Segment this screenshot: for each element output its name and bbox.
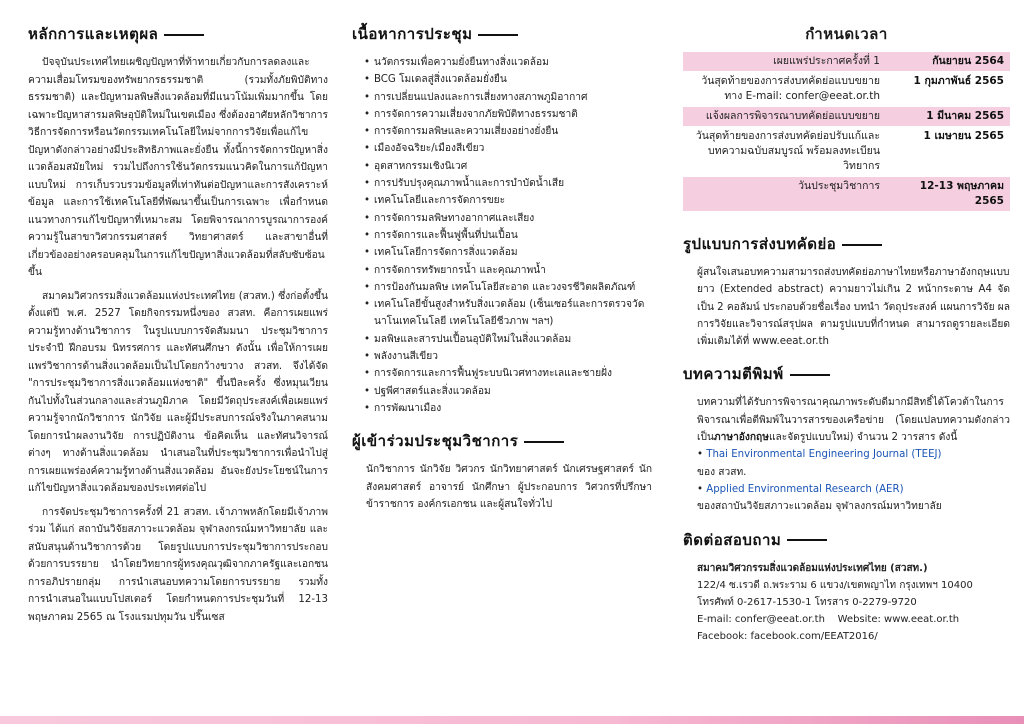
list-item: • มลพิษและสารปนเปื้อนอุบัติใหม่ในสิ่งแวดล้อม bbox=[366, 331, 652, 348]
journal-item-2: • Applied Environmental Research (AER) bbox=[697, 483, 904, 495]
contact-block bbox=[683, 560, 1010, 645]
rationale-paragraph-3: การจัดประชุมวิชาการครั้งที่ 21 สวสท. เจ้าภาพหลักโดยมีเจ้าภาพร่วม ได้แก่ สถาบันวิจัยสภาวะแวดล้อม จุฬาลงกรณ์มหาวิทยาลัย และสนับสนุนด้านวิชาการด้วย โดยรูปแบบการประชุมวิชาการประกอบด้วยการบรรยาย นำโดยวิทยากรผู้ทรงคุณวุฒิจากภาครัฐและเอกชน การอภิปรายกลุ่ม การนำเสนอบทความโดยการบรรยาย รวมทั้งการนำเสนอในแบบโปสเตอร์ โดยกำหนดการประชุมวันที่ 12-13 พฤษภาคม 2565 ณ โรงแรมปทุมวัน ปริ๊นเซส bbox=[28, 506, 328, 623]
list-item: • พลังงานสีเขียว bbox=[366, 348, 652, 365]
list-item: • BCG โมเดลสู่สิ่งแวดล้อมยั่งยืน bbox=[366, 71, 652, 88]
journal-name-teej: Thai Environmental Engineering Journal (TEEJ) bbox=[706, 449, 942, 461]
timeline-label: วันสุดท้ายของการส่งบทคัดย่อปรับแก้และบทความฉบับสมบูรณ์ พร้อมลงทะเบียนวิทยากร bbox=[695, 130, 880, 172]
list-item: • ปฐพีศาสตร์และสิ่งแวดล้อม bbox=[366, 383, 652, 400]
timeline-label: เผยแพร่ประกาศครั้งที่ 1 bbox=[773, 55, 880, 67]
list-item: • การจัดการทรัพยากรน้ำ และคุณภาพน้ำ bbox=[366, 262, 652, 279]
timeline-date: 1 มีนาคม 2565 bbox=[926, 110, 1004, 122]
column-topics bbox=[352, 22, 652, 513]
list-item: • การป้องกันมลพิษ เทคโนโลยีสะอาด และวงจรชีวิตผลิตภัณฑ์ bbox=[366, 279, 652, 296]
participants-heading: ผู้เข้าร่วมประชุมวิชาการ bbox=[352, 429, 652, 453]
list-item: • เทคโนโลยีการจัดการสิ่งแวดล้อม bbox=[366, 244, 652, 261]
list-item: • การจัดการและฟื้นฟูพื้นที่ปนเปื้อน bbox=[366, 227, 652, 244]
list-item: • การจัดการความเสี่ยงจากภัยพิบัติทางธรรมชาติ bbox=[366, 106, 652, 123]
publish-heading: บทความตีพิมพ์ bbox=[683, 362, 1010, 386]
timeline-label: แจ้งผลการพิจารณาบทคัดย่อแบบขยาย bbox=[705, 110, 880, 122]
timeline-label: วันประชุมวิชาการ bbox=[798, 180, 880, 192]
column-rationale bbox=[28, 22, 328, 632]
list-item: • การพัฒนาเมือง bbox=[366, 400, 652, 417]
timeline-heading: กำหนดเวลา bbox=[805, 25, 888, 43]
table-row bbox=[683, 107, 1010, 127]
timeline-date: กันยายน 2564 bbox=[932, 55, 1004, 67]
list-item: • การจัดการมลพิษทางอากาศและเสียง bbox=[366, 210, 652, 227]
table-row bbox=[683, 52, 1010, 72]
timeline-date: 1 กุมภาพันธ์ 2565 bbox=[913, 75, 1004, 87]
contact-address: 122/4 ซ.เรวดี ถ.พระราม 6 แขวง/เขตพญาไท กรุงเทพฯ 10400 bbox=[697, 579, 973, 591]
format-heading: รูปแบบการส่งบทคัดย่อ bbox=[683, 232, 1010, 256]
rationale-paragraph-1: ปัจจุบันประเทศไทยเผชิญปัญหาที่ท้าทายเกี่ยวกับการลดลงและความเสื่อมโทรมของทรัพยากรธรรมชาติ (รวมทั้งภัยพิบัติทางธรรมชาติ) และปัญหามลพิษสิ่งแวดล้อมที่มีแนวโน้มเพิ่มมากขึ้น โดยเฉพาะปัญหาสารมลพิษอุบัติใหม่ในเขตเมือง ซึ่งต้องอาศัยหลักวิชาการ วิธีการจัดการหรือนวัตกรรมเทคโนโลยีใหม่จากการวิจัยเพื่อแก้ไขปัญหาดังกล่าวอย่างมีประสิทธิภาพและยั่งยืน ทั้งนี้การจัดการปัญหาสิ่งแวดล้อมสมัยใหม่ รวมไปถึงการใช้นวัตกรรมแนวคิดในการแก้ปัญหาแบบใหม่ การเก็บรวบรวมข้อมูลที่เท่าทันต่อปัญหาและการสังเคราะห์ข้อมูล และการใช้เทคโนโลยีที่พัฒนาขึ้นเป็นการเฉพาะ เพื่อกำหนดแนวทางการแก้ไขปัญหาที่เหมาะสม โดยพิจารณาการบูรณาการองค์ความรู้ในสาขาวิศวกรรมศาสตร์ วิทยาศาสตร์ และสาขาอื่นที่เกี่ยวข้องอย่างครอบคลุมในการแก้ไขปัญหาสิ่งแวดล้อมที่สลับซับซ้อนขึ้น bbox=[28, 57, 328, 278]
timeline-table bbox=[683, 52, 1010, 212]
contact-heading: ติดต่อสอบถาม bbox=[683, 528, 1010, 552]
list-item: • เทคโนโลยีขั้นสูงสำหรับสิ่งแวดล้อม (เซ็นเซอร์และการตรวจวัด นาโนเทคโนโลยี เทคโนโลยีชีวภาพ ฯลฯ) bbox=[366, 296, 652, 331]
table-row bbox=[683, 127, 1010, 177]
journal-name-aer: Applied Environmental Research (AER) bbox=[706, 483, 904, 495]
list-item: • อุตสาหกรรมเชิงนิเวศ bbox=[366, 158, 652, 175]
journal-owner-1: ของ สวสท. bbox=[697, 466, 747, 478]
topics-heading: เนื้อหาการประชุม bbox=[352, 22, 652, 46]
format-text: ผู้สนใจเสนอบทความสามารถส่งบทคัดย่อภาษาไทยหรือภาษาอังกฤษแบบยาว (Extended abstract) ความยาวไม่เกิน 2 หน้ากระดาษ A4 จัดเป็น 2 คอลัมน์ ประกอบด้วยชื่อเรื่อง บทนำ วัตถุประสงค์ แผนการวิจัย ผลการวิจัยและวิจารณ์สรุปผล ตามรูปแบบที่กำหนด สามารถดูรายละเอียดเพิ่มเติมได้ที่ www.eeat.or.th bbox=[697, 267, 1010, 348]
list-item: • เมืองอัจฉริยะ/เมืองสีเขียว bbox=[366, 140, 652, 157]
journal-item-1: • Thai Environmental Engineering Journal (TEEJ) bbox=[697, 449, 942, 461]
list-item: • การเปลี่ยนแปลงและการเสี่ยงทางสภาพภูมิอากาศ bbox=[366, 89, 652, 106]
column-schedule bbox=[683, 22, 1010, 645]
list-item: • การปรับปรุงคุณภาพน้ำและการบำบัดน้ำเสีย bbox=[366, 175, 652, 192]
timeline-date: 1 เมษายน 2565 bbox=[923, 130, 1004, 142]
rationale-heading: หลักการและเหตุผล bbox=[28, 22, 328, 46]
list-item: • การจัดการและการฟื้นฟูระบบนิเวศทางทะเลและชายฝั่ง bbox=[366, 365, 652, 382]
table-row bbox=[683, 72, 1010, 107]
contact-phone: โทรศัพท์ 0-2617-1530-1 โทรสาร 0-2279-9720 bbox=[697, 596, 917, 608]
decorative-bottom-band bbox=[0, 716, 1024, 724]
topics-list bbox=[352, 54, 652, 417]
rationale-paragraph-2: สมาคมวิศวกรรมสิ่งแวดล้อมแห่งประเทศไทย (สวสท.) ซึ่งก่อตั้งขึ้นตั้งแต่ปี พ.ศ. 2527 โดยกิจกรรมหนึ่งของ สวสท. คือการเผยแพร่ความรู้ทางด้านวิชาการ ในรูปแบบการจัดสัมมนา ประชุมวิชาการประจำปี ฝึกอบรม นิทรรศการ และทัศนศึกษา ดังนั้น เพื่อให้การเผยแพร่วิชาการด้านสิ่งแวดล้อมเป็นไปโดยกว้างขวาง สวสท. จึงได้จัด "การประชุมวิชาการสิ่งแวดล้อมแห่งชาติ" ขึ้นปีละครั้ง ซึ่งหมุนเวียนกันไปทั้งในส่วนกลางและส่วนภูมิภาค โดยมีวัตถุประสงค์เพื่อเผยแพร่ความรู้จากนักวิชาการ นักวิจัย และผู้มีประสบการณ์จริงในภาคสนาม โดยการนำผลงานวิจัย การปฏิบัติงาน ข้อคิดเห็น และทัศนวิจารณ์ต่างๆ ทางด้านสิ่งแวดล้อม นำเสนอในที่ประชุมวิชาการเพื่อนำไปสู่การเผยแพร่องค์ความรู้ทางด้านสิ่งแวดล้อม อันจะยังประโยชน์ในการแก้ไขปัญหาสิ่งแวดล้อมของประเทศต่อไป bbox=[28, 290, 328, 494]
publish-text: บทความที่ได้รับการพิจารณาคุณภาพระดับดีมากมีสิทธิ์ได้โควต้าในการพิจารณาเพื่อตีพิมพ์ในวารสารของเครือข่าย (โดยแปลบทความดังกล่าวเป็นภาษาอังกฤษและจัดรูปแบบใหม่) จำนวน 2 วารสาร ดังนี้ bbox=[697, 397, 1010, 444]
list-item: • การจัดการมลพิษและความเสี่ยงอย่างยั่งยืน bbox=[366, 123, 652, 140]
table-row bbox=[683, 177, 1010, 212]
timeline-label: วันสุดท้ายของการส่งบทคัดย่อแบบขยายทาง E-mail: confer@eeat.or.th bbox=[701, 75, 880, 102]
contact-facebook: Facebook: facebook.com/EEAT2016/ bbox=[697, 630, 878, 642]
journal-owner-2: ของสถาบันวิจัยสภาวะแวดล้อม จุฬาลงกรณ์มหาวิทยาลัย bbox=[697, 501, 942, 513]
list-item: • นวัตกรรมเพื่อความยั่งยืนทางสิ่งแวดล้อม bbox=[366, 54, 652, 71]
list-item: • เทคโนโลยีและการจัดการขยะ bbox=[366, 192, 652, 209]
contact-org: สมาคมวิศวกรรมสิ่งแวดล้อมแห่งประเทศไทย (สวสท.) bbox=[697, 562, 928, 574]
participants-text: นักวิชาการ นักวิจัย วิศวกร นักวิทยาศาสตร์ นักเศรษฐศาสตร์ นักสังคมศาสตร์ อาจารย์ นักศึกษา ผู้ประกอบการ วิศวกรที่ปรึกษา ข้าราชการ องค์กรเอกชน และผู้สนใจทั่วไป bbox=[366, 464, 652, 510]
timeline-date: 12-13 พฤษภาคม 2565 bbox=[919, 180, 1004, 207]
contact-email-web: E-mail: confer@eeat.or.th Website: www.eeat.or.th bbox=[697, 613, 960, 625]
